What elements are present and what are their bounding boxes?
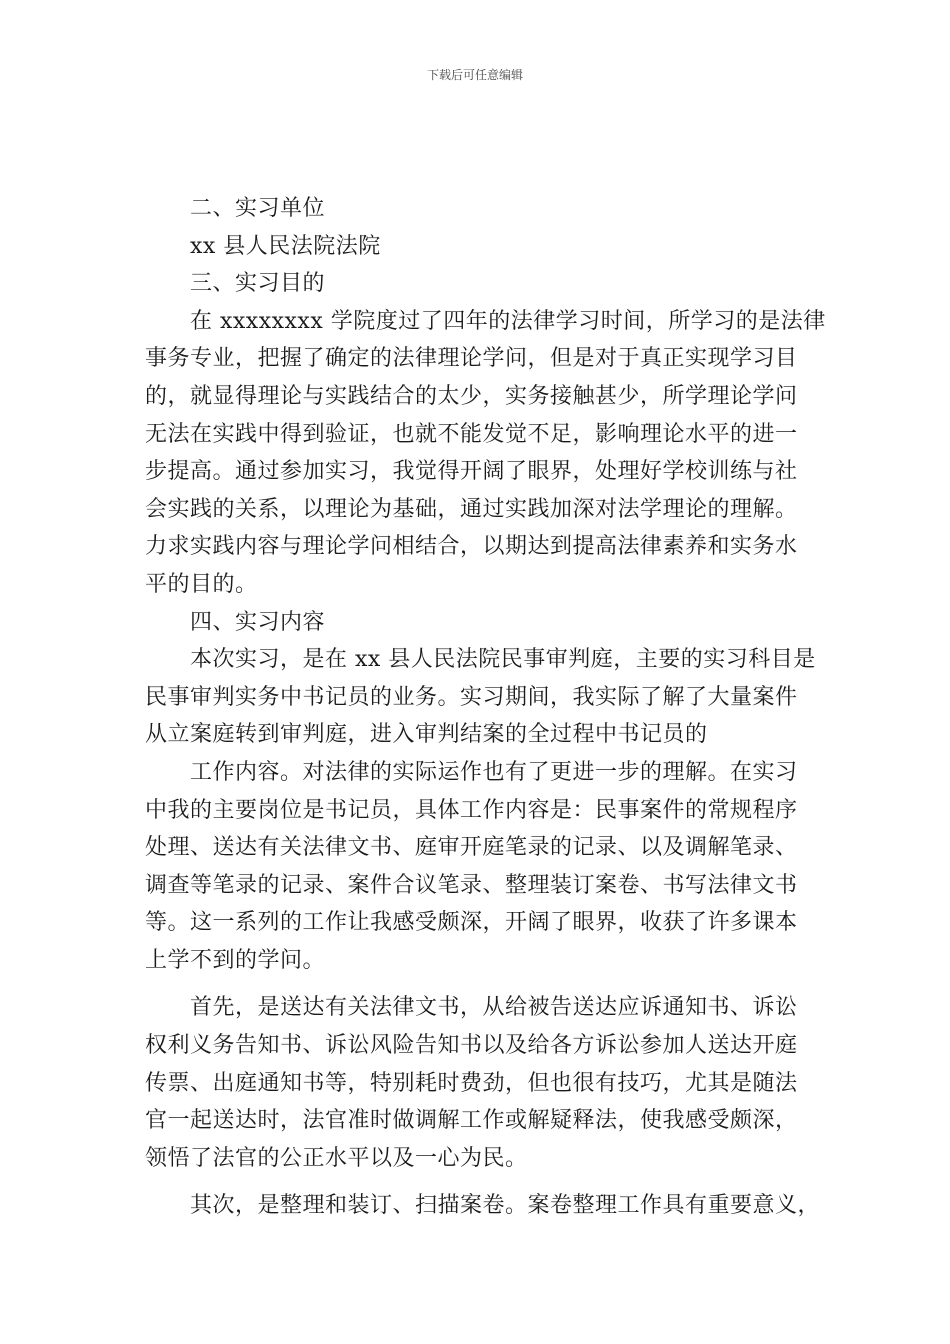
- paragraph-line: 工作内容。对法律的实际运作也有了更进一步的理解。在实习: [190, 759, 798, 785]
- page-header: 下载后可任意编辑: [426, 68, 523, 82]
- paragraph-line: 平的目的。: [145, 571, 258, 597]
- paragraph-line: 力求实践内容与理论学问相结合，以期达到提高法律素养和实务水: [145, 534, 798, 560]
- paragraph-line: 中我的主要岗位是书记员，具体工作内容是：民事案件的常规程序: [145, 797, 798, 823]
- heading-internship-unit: 二、实习单位: [190, 196, 326, 221]
- paragraph-line: 官一起送达时，法官准时做调解工作或解疑释法，使我感受颇深，: [145, 1108, 798, 1134]
- paragraph-line: 调查等笔录的记录、案件合议笔录、整理装订案卷、书写法律文书: [145, 872, 798, 898]
- paragraph-line: 民事审判实务中书记员的业务。实习期间，我实际了解了大量案件: [145, 684, 798, 710]
- paragraph-line: 的，就显得理论与实践结合的太少，实务接触甚少，所学理论学问: [145, 383, 798, 409]
- paragraph-line: 等。这一系列的工作让我感受颇深，开阔了眼界，收获了许多课本: [145, 910, 798, 936]
- heading-internship-content: 四、实习内容: [190, 609, 326, 635]
- paragraph-line: 事务专业，把握了确定的法律理论学问，但是对于真正实现学习目: [145, 346, 798, 372]
- paragraph-line: 在 xxxxxxxx 学院度过了四年的法律学习时间，所学习的是法律: [190, 308, 826, 334]
- paragraph-line: 首先，是送达有关法律文书，从给被告送达应诉通知书、诉讼: [190, 995, 798, 1021]
- paragraph-line: 上学不到的学问。: [145, 947, 326, 973]
- paragraph-line: 处理、送达有关法律文书、庭审开庭笔录的记录、以及调解笔录、: [145, 835, 798, 861]
- paragraph-line: 领悟了法官的公正水平以及一心为民。: [145, 1145, 528, 1171]
- paragraph-line: 本次实习，是在 xx 县人民法院民事审判庭，主要的实习科目是: [190, 647, 816, 673]
- paragraph-line: 传票、出庭通知书等，特别耗时费劲，但也很有技巧，尤其是随法: [145, 1070, 798, 1096]
- paragraph-line: 权利义务告知书、诉讼风险告知书以及给各方诉讼参加人送达开庭: [145, 1033, 798, 1059]
- paragraph-line: 会实践的关系，以理论为基础，通过实践加深对法学理论的理解。: [145, 496, 798, 522]
- paragraph-line: 无法在实践中得到验证，也就不能发觉不足，影响理论水平的进一: [145, 421, 798, 447]
- paragraph-line: 其次，是整理和装订、扫描案卷。案卷整理工作具有重要意义，: [190, 1193, 821, 1219]
- heading-internship-purpose: 三、实习目的: [190, 271, 326, 297]
- paragraph-line: 步提高。通过参加实习，我觉得开阔了眼界，处理好学校训练与社: [145, 459, 798, 485]
- document-body: [145, 190, 825, 1225]
- paragraph-line: 从立案庭转到审判庭，进入审判结案的全过程中书记员的: [145, 722, 708, 748]
- internship-unit-name: xx 县人民法院法院: [190, 233, 381, 259]
